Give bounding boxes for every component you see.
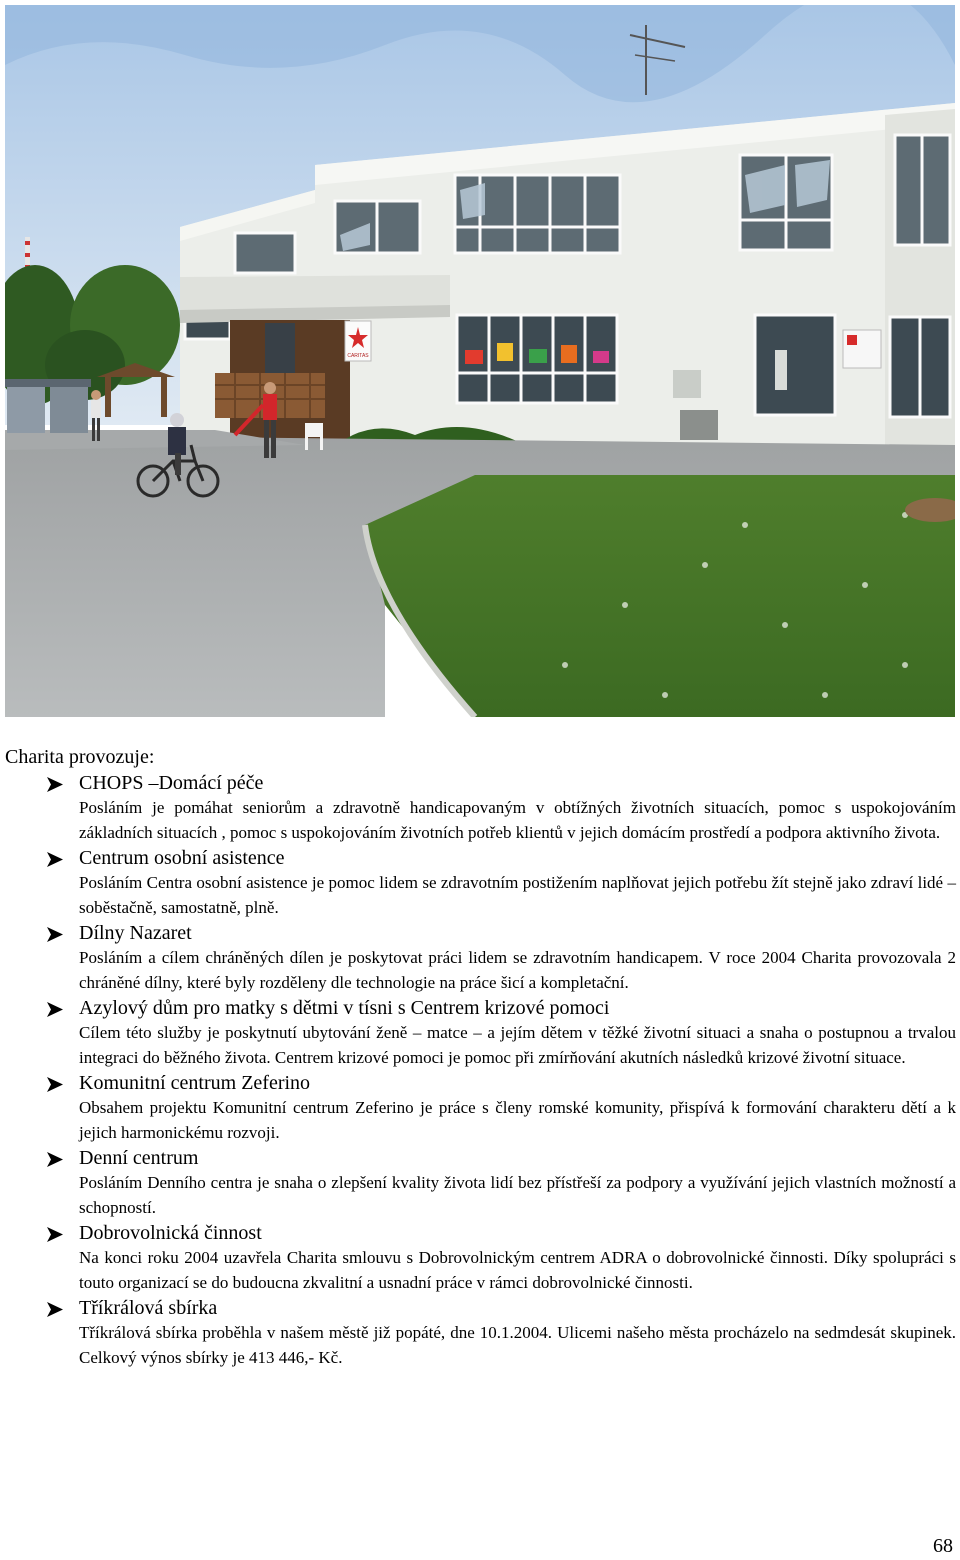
service-title: Azylový dům pro matky s dětmi v tísni s Centrem krizové pomoci [79, 997, 610, 1019]
arrow-bullet-icon [47, 1077, 63, 1092]
service-item-community-center [5, 1071, 956, 1145]
service-description: Posláním a cílem chráněných dílen je poskytovat práci lidem se zdravotním handicapem. V roce 2004 Charita provozovala 2 chráněné dílny, které byly rozděleny dle technologie na práce šicí a kompletační. [79, 948, 956, 992]
service-item-chops [5, 771, 956, 845]
service-description: Obsahem projektu Komunitní centrum Zeferino je práce s členy romské komunity, přispívá k formování charakteru dětí a k jejich harmonickému rozvoji. [79, 1098, 956, 1142]
service-item-volunteering [5, 1221, 956, 1295]
arrow-bullet-icon [47, 852, 63, 867]
intro-heading: Charita provozuje: [5, 746, 155, 768]
service-item-workshops [5, 921, 956, 995]
service-item-three-kings-collection [5, 1296, 956, 1370]
svg-text:CARITAS: CARITAS [347, 353, 369, 359]
service-description: Na konci roku 2004 uzavřela Charita smlouvu s Dobrovolnickým centrem ADRA o dobrovolnické činnosti. Díky spolupráci s touto organizací se do budoucna zkvalitní a usnadní práce v rámci dobrovolnické činnosti. [79, 1248, 956, 1292]
service-title: Dílny Nazaret [79, 922, 192, 944]
page-number: 68 [933, 1535, 953, 1557]
service-title: Komunitní centrum Zeferino [79, 1072, 311, 1094]
service-description: Posláním Centra osobní asistence je pomoc lidem se zdravotním postižením naplňovat jejich potřebu žít stejně jako zdraví lidé – soběstačně, samostatně, plně. [79, 873, 956, 917]
service-description: Posláním Denního centra je snaha o zlepšení kvality života lidí bez přístřeší za podpory a využívání jejich vlastních možností a schopností. [79, 1173, 956, 1217]
arrow-bullet-icon [47, 927, 63, 942]
service-item-day-center [5, 1146, 956, 1220]
service-description: Posláním je pomáhat seniorům a zdravotně handicapovaným v obtížných životních situacích, pomoc s uspokojováním základních situacích , pomoc s uspokojováním životních potřeb klientů v jejich domácím prostředí a podpora aktivního života. [79, 798, 956, 842]
service-description: Cílem této služby je poskytnutí ubytování ženě – matce – a jejím dětem v těžké životní situaci a snaha o postupnou a trvalou integraci do běžného života. Centrem krizové pomoci je pomoc při zmírňování akutních následků krizové životní situace. [79, 1023, 956, 1067]
service-title: CHOPS –Domácí péče [79, 772, 264, 794]
service-item-personal-assistance [5, 846, 956, 920]
service-title: Centrum osobní asistence [79, 847, 285, 869]
services-section [5, 744, 956, 1371]
service-item-shelter [5, 996, 956, 1070]
service-description: Tříkrálová sbírka proběhla v našem městě již popáté, dne 10.1.2004. Ulicemi našeho města procházelo na sedmdesát skupinek. Celkový výnos sbírky je 413 446,- Kč. [79, 1323, 956, 1367]
arrow-bullet-icon [47, 1302, 63, 1317]
service-title: Dobrovolnická činnost [79, 1222, 262, 1244]
arrow-bullet-icon [47, 1152, 63, 1167]
building-photo [5, 5, 955, 717]
arrow-bullet-icon [47, 777, 63, 792]
arrow-bullet-icon [47, 1227, 63, 1242]
arrow-bullet-icon [47, 1002, 63, 1017]
service-title: Denní centrum [79, 1147, 199, 1169]
service-title: Tříkrálová sbírka [79, 1297, 218, 1319]
